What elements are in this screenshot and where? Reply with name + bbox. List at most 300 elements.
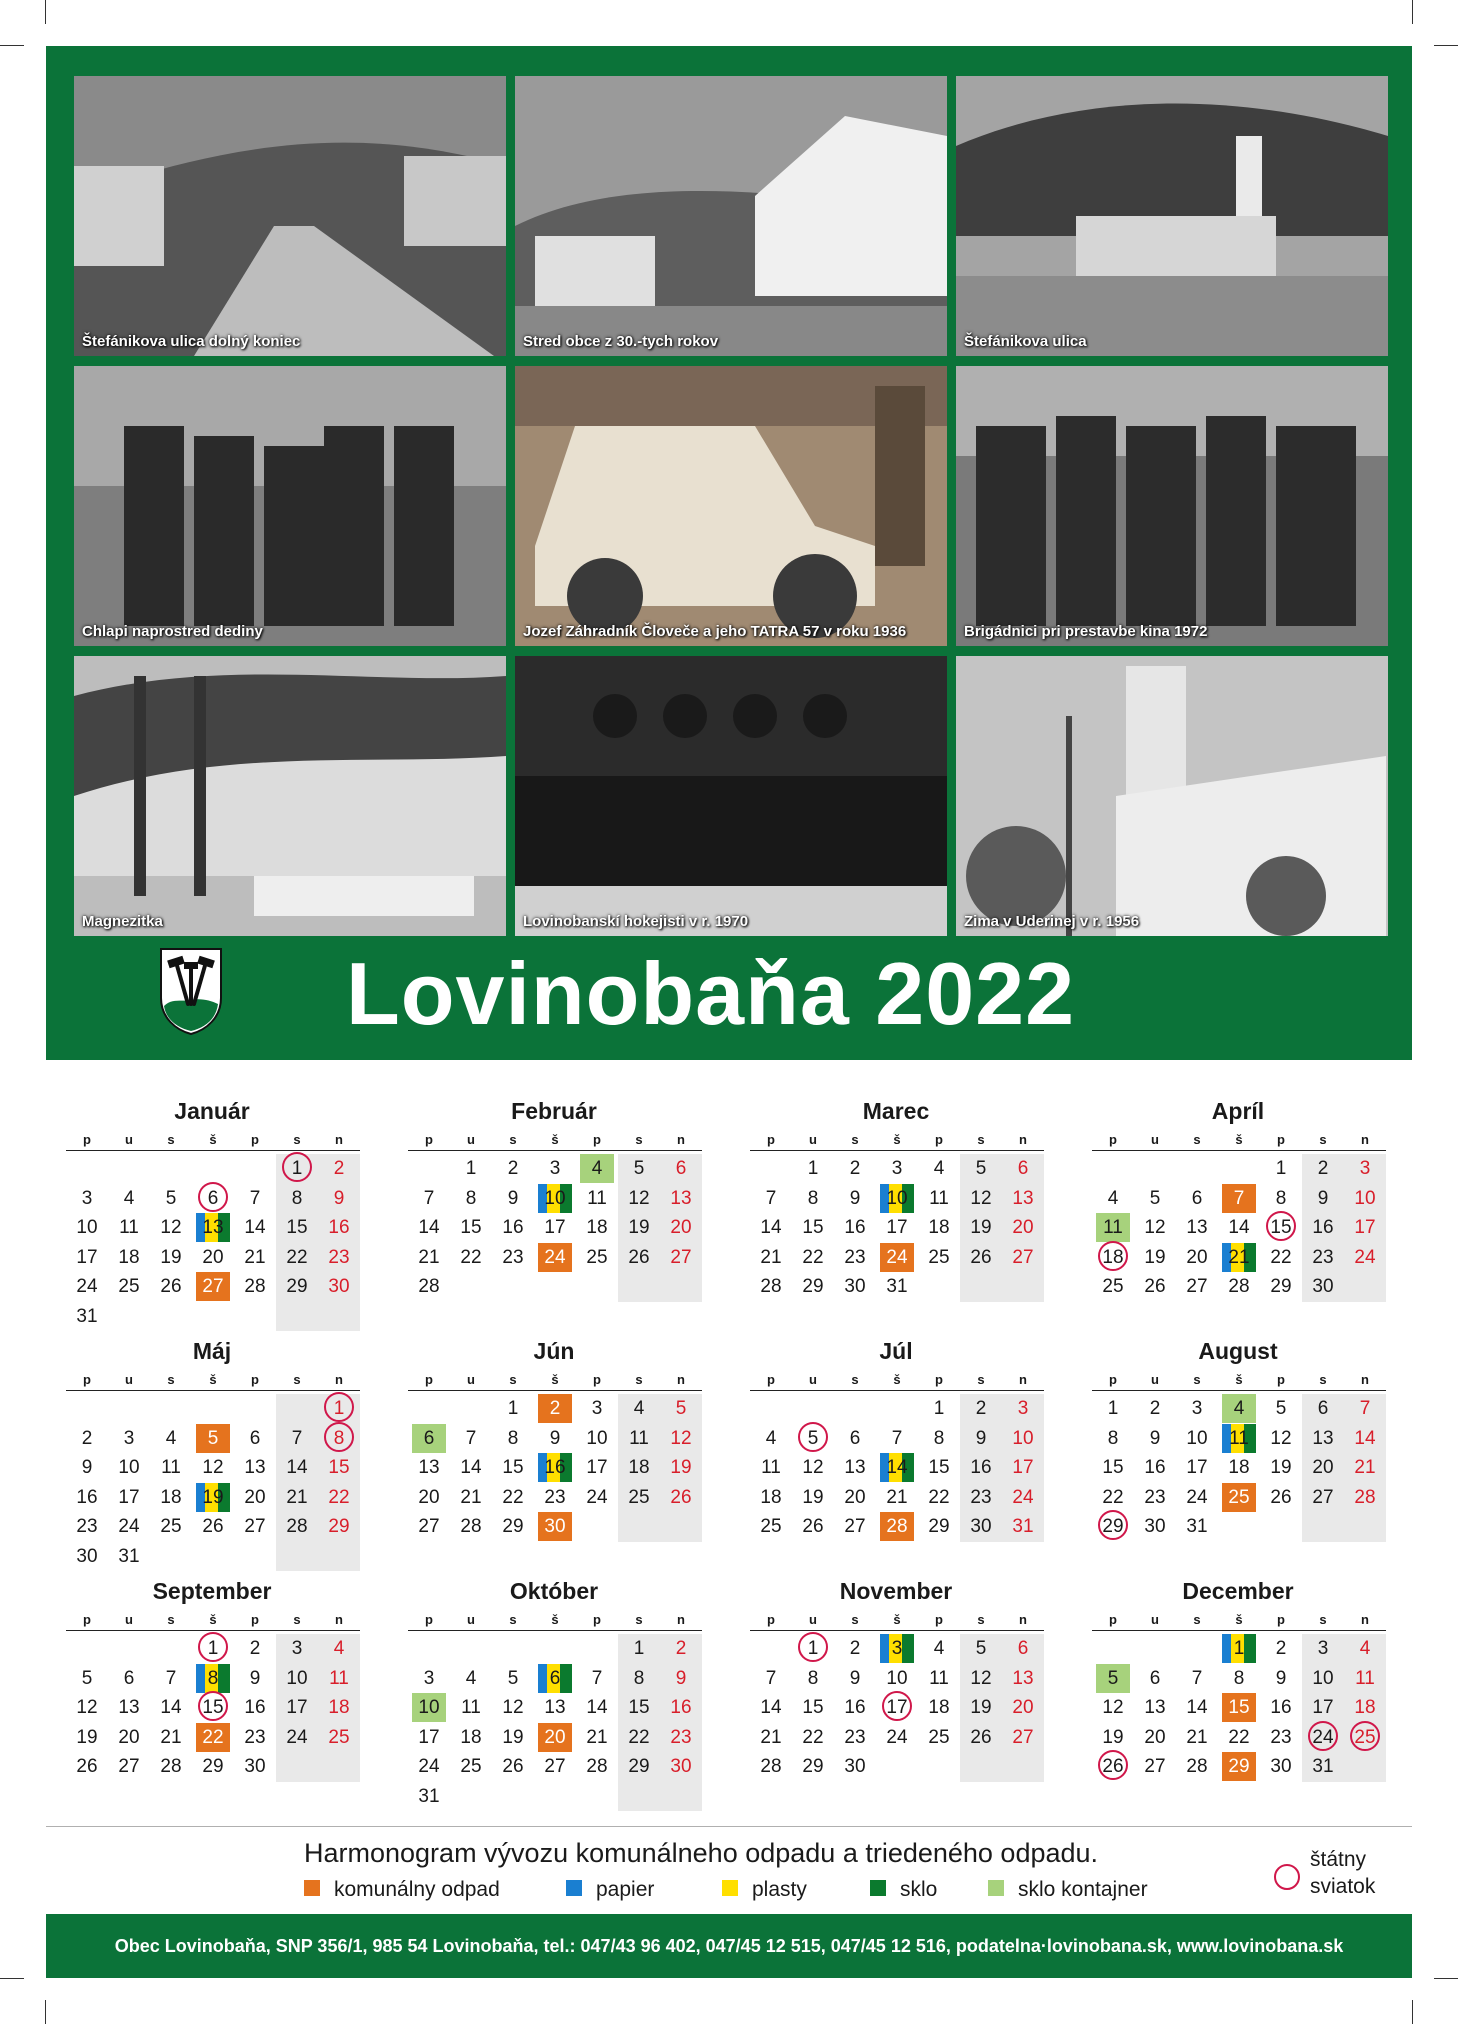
calendar-day: 22 [628, 1726, 650, 1748]
calendar-day: 24 [538, 1243, 572, 1272]
calendar-day: 15 [328, 1457, 350, 1478]
days-grid [750, 1154, 1044, 1334]
calendar-day: 31 [1186, 1516, 1208, 1537]
calendar-day: 26 [670, 1486, 692, 1508]
calendar-day: 26 [1144, 1276, 1166, 1297]
calendar-day: 18 [760, 1486, 782, 1508]
calendar-day: 25 [1222, 1483, 1256, 1512]
photo-grid [74, 76, 1388, 936]
calendar-day: 27 [118, 1756, 140, 1777]
street-photo [74, 76, 506, 356]
photo-caption: Brigádnici pri prestavbe kina 1972 [964, 623, 1208, 640]
calendar-day: 9 [849, 1187, 861, 1209]
weekday-label: p [251, 1612, 259, 1627]
weekday-label: u [1151, 1612, 1159, 1627]
calendar-day: 14 [1186, 1697, 1208, 1718]
calendar-day: 6 [675, 1158, 687, 1179]
calendar-day: 6 [1149, 1667, 1161, 1689]
weekday-header [750, 1132, 1044, 1151]
calendar-day: 13 [670, 1187, 692, 1209]
calendar-day: 22 [502, 1486, 524, 1508]
calendar-day: 17 [1012, 1457, 1034, 1478]
calendar-day: 18 [1354, 1697, 1376, 1718]
month-block [746, 1578, 1088, 1818]
calendar-day: 19 [1102, 1726, 1124, 1748]
footer-contact: Obec Lovinobaňa, SNP 356/1, 985 54 Lovinobaňa, tel.: 047/43 96 402, 047/45 12 515, 047/45 12 516, podatelna·lovinobana.sk, www.lovinobana.sk [46, 1914, 1412, 1978]
month-block [404, 1338, 746, 1578]
month-block [1088, 1098, 1430, 1338]
weekday-label: p [1109, 1132, 1117, 1147]
weekday-header [408, 1612, 702, 1631]
weekday-label: s [167, 1132, 175, 1147]
calendar-day: 23 [1144, 1486, 1166, 1508]
calendar-day: 11 [329, 1667, 349, 1689]
calendar-day: 29 [202, 1756, 224, 1777]
weekday-label: p [935, 1372, 943, 1387]
weekday-label: p [767, 1612, 775, 1627]
weekday-label: s [509, 1372, 517, 1387]
calendar-day: 18 [928, 1217, 950, 1238]
calendar-day: 26 [628, 1246, 650, 1268]
legend-title: Harmonogram vývozu komunálneho odpadu a triedeného odpadu. [304, 1838, 1099, 1868]
calendar-day: 24 [76, 1276, 98, 1297]
calendar-day: 11 [929, 1187, 949, 1209]
calendar-day: 12 [970, 1187, 992, 1209]
calendar-day: 26 [970, 1246, 992, 1268]
weekday-label: u [125, 1612, 133, 1627]
photo-caption: Jozef Záhradník Človeče a jeho TATRA 57 v roku 1936 [523, 623, 907, 640]
calendar-day: 18 [460, 1726, 482, 1748]
calendar-day: 9 [81, 1457, 93, 1478]
calendar-day: 2 [975, 1398, 987, 1419]
calendar-day: 7 [291, 1427, 303, 1449]
calendar-day: 3 [123, 1427, 135, 1449]
calendar-day: 18 [1092, 1243, 1134, 1272]
calendar-day: 3 [1017, 1398, 1029, 1419]
calendar-day: 24 [586, 1486, 608, 1508]
weekday-label: s [977, 1132, 985, 1147]
calendar-day: 18 [586, 1217, 608, 1238]
calendar-day: 31 [1312, 1756, 1334, 1777]
light-green-swatch-icon [988, 1880, 1004, 1896]
calendar-day: 14 [244, 1217, 266, 1238]
calendar-day: 1 [792, 1634, 834, 1663]
days-grid [750, 1394, 1044, 1574]
calendar-day: 29 [502, 1516, 524, 1537]
orange-swatch-icon [304, 1880, 320, 1896]
weekday-label: p [83, 1372, 91, 1387]
calendar-day: 19 [1270, 1457, 1292, 1478]
calendar-day: 23 [244, 1726, 266, 1748]
calendar-day: 19 [1144, 1246, 1166, 1268]
calendar-day: 25 [628, 1486, 650, 1508]
car-photo-icon [515, 366, 947, 646]
month-block [1088, 1338, 1430, 1578]
calendar-day: 20 [1144, 1726, 1166, 1748]
calendar-day: 30 [970, 1516, 992, 1537]
calendar-day: 2 [1275, 1638, 1287, 1659]
weekday-label: s [1193, 1132, 1201, 1147]
calendar-day: 16 [1312, 1217, 1334, 1238]
calendar-day: 1 [1275, 1158, 1287, 1179]
crop-mark [1434, 45, 1458, 46]
calendar-day: 22 [1228, 1726, 1250, 1748]
calendar-day: 27 [670, 1246, 692, 1268]
weekday-label: p [767, 1132, 775, 1147]
weekday-label: s [293, 1132, 301, 1147]
weekday-label: u [809, 1612, 817, 1627]
calendar-day: 28 [1186, 1756, 1208, 1777]
calendar-day: 28 [460, 1516, 482, 1537]
calendar-day: 8 [933, 1427, 945, 1449]
calendar-day: 28 [1228, 1276, 1250, 1297]
weekday-label: n [335, 1132, 343, 1147]
weekday-label: p [593, 1612, 601, 1627]
calendar-day: 25 [328, 1726, 350, 1748]
calendar-day: 25 [460, 1756, 482, 1777]
holiday-ring-icon [1274, 1864, 1300, 1890]
calendar-day: 23 [76, 1516, 98, 1537]
calendar-day: 4 [333, 1638, 345, 1659]
photo-caption: Chlapi naprostred dediny [82, 623, 263, 640]
calendar-day: 9 [975, 1427, 987, 1449]
month-block [746, 1338, 1088, 1578]
calendar-day: 24 [418, 1756, 440, 1777]
weekday-label: p [425, 1132, 433, 1147]
calendar-day: 3 [591, 1398, 603, 1419]
legend-label: sklo kontajner [1018, 1878, 1148, 1901]
calendar-day: 20 [418, 1486, 440, 1508]
month-name: Január [174, 1098, 250, 1124]
weekday-label: p [425, 1372, 433, 1387]
calendar-day: 9 [507, 1187, 519, 1209]
village-center-photo [515, 76, 947, 356]
calendar-day: 12 [628, 1187, 650, 1209]
calendar-day: 9 [333, 1187, 345, 1209]
calendar-day: 15 [192, 1693, 234, 1722]
calendar-day: 23 [544, 1486, 566, 1508]
weekday-label: u [1151, 1132, 1159, 1147]
calendar-day: 30 [538, 1512, 572, 1541]
calendar-day: 18 [118, 1246, 140, 1268]
calendar-day: 30 [76, 1545, 98, 1567]
weekday-header [66, 1372, 360, 1391]
calendar-day: 29 [928, 1516, 950, 1537]
holiday-ring-icon [324, 1422, 354, 1452]
calendar-day: 18 [628, 1457, 650, 1478]
month-name: November [839, 1578, 953, 1604]
calendar-day: 13 [118, 1697, 140, 1718]
calendar-day: 15 [628, 1697, 650, 1718]
calendar-day: 8 [1107, 1427, 1119, 1449]
calendar-day: 21 [418, 1246, 440, 1268]
days-grid [408, 1154, 702, 1334]
calendar-day: 6 [123, 1667, 135, 1689]
calendar-day: 1 [633, 1638, 645, 1659]
calendar-day: 10 [886, 1667, 908, 1689]
calendar-day: 10 [1012, 1427, 1034, 1449]
page-title: Lovinobaňa 2022 [346, 944, 1076, 1043]
calendar-day: 4 [165, 1427, 177, 1449]
calendar-day: 3 [1317, 1638, 1329, 1659]
month-block [404, 1098, 746, 1338]
calendar-day: 30 [1312, 1276, 1334, 1297]
calendar-day: 21 [586, 1726, 608, 1748]
weekday-label: s [167, 1372, 175, 1387]
months-grid [62, 1098, 1430, 1818]
calendar-day: 31 [418, 1785, 440, 1807]
calendar-day: 11 [461, 1697, 481, 1718]
calendar-day: 11 [587, 1187, 607, 1209]
calendar-day: 10 [586, 1427, 608, 1449]
weekday-label: p [425, 1612, 433, 1627]
calendar-day: 14 [760, 1217, 782, 1238]
calendar-day: 4 [633, 1398, 645, 1419]
calendar-day: 5 [1275, 1398, 1287, 1419]
calendar-day: 28 [244, 1276, 266, 1297]
weekday-label: š [1235, 1612, 1243, 1627]
photo-caption: Štefánikova ulica dolný koniec [82, 333, 301, 350]
month-name: August [1198, 1338, 1278, 1364]
weekday-label: n [677, 1372, 685, 1387]
calendar-day: 6 [849, 1427, 861, 1449]
calendar-day: 6 [1017, 1158, 1029, 1179]
calendar-sheet [46, 46, 1412, 1978]
weekday-label: u [125, 1132, 133, 1147]
calendar-day: 28 [286, 1516, 308, 1537]
calendar-day: 21 [460, 1486, 482, 1508]
calendar-day: 5 [507, 1667, 519, 1689]
calendar-day: 27 [1144, 1756, 1166, 1777]
weekday-label: š [1235, 1372, 1243, 1387]
calendar-day: 19 [970, 1697, 992, 1718]
weekday-label: s [1193, 1372, 1201, 1387]
calendar-day: 13 [1186, 1217, 1208, 1238]
calendar-day: 28 [760, 1756, 782, 1777]
calendar-day: 20 [1312, 1457, 1334, 1478]
calendar-day: 5 [81, 1667, 93, 1689]
calendar-day: 9 [1317, 1187, 1329, 1209]
coat-of-arms-icon [158, 946, 224, 1036]
calendar-day: 14 [286, 1457, 308, 1478]
calendar-day: 30 [1144, 1516, 1166, 1537]
calendar-day: 20 [1012, 1217, 1034, 1238]
calendar-day: 5 [196, 1424, 230, 1453]
calendar-day: 20 [1186, 1246, 1208, 1268]
weekday-label: u [809, 1132, 817, 1147]
calendar-day: 27 [844, 1516, 866, 1537]
calendar-day: 27 [196, 1272, 230, 1301]
calendar-day: 7 [165, 1667, 177, 1689]
legend-label: plasty [752, 1878, 807, 1901]
weekday-header [66, 1132, 360, 1151]
calendar-day: 26 [1270, 1486, 1292, 1508]
calendar-day: 12 [160, 1217, 182, 1238]
calendar-day: 7 [591, 1667, 603, 1689]
calendar-day: 6 [534, 1664, 576, 1693]
legend-item-sklo [870, 1878, 937, 1902]
calendar-day: 19 [802, 1486, 824, 1508]
calendar-day: 14 [418, 1217, 440, 1238]
calendar-day: 15 [460, 1217, 482, 1238]
days-grid [66, 1634, 360, 1814]
calendar-day: 28 [418, 1276, 440, 1297]
weekday-label: p [593, 1372, 601, 1387]
calendar-day: 21 [1354, 1457, 1376, 1478]
weekday-label: p [767, 1372, 775, 1387]
calendar-day: 25 [1344, 1723, 1386, 1752]
calendar-day: 6 [1317, 1398, 1329, 1419]
calendar-day: 4 [465, 1667, 477, 1689]
calendar-day: 31 [1012, 1516, 1034, 1537]
calendar-day: 11 [761, 1457, 781, 1478]
calendar-day: 23 [1270, 1726, 1292, 1748]
calendar-day: 21 [286, 1486, 308, 1508]
calendar-day: 27 [1012, 1726, 1034, 1748]
calendar-day: 11 [1218, 1424, 1260, 1453]
weekday-label: p [593, 1132, 601, 1147]
calendar-day: 20 [538, 1723, 572, 1752]
calendar-day: 1 [192, 1634, 234, 1663]
weekday-label: š [893, 1372, 901, 1387]
weekday-label: š [893, 1132, 901, 1147]
calendar-day: 6 [249, 1427, 261, 1449]
calendar-day: 30 [844, 1756, 866, 1777]
calendar-day: 17 [586, 1457, 608, 1478]
calendar-day: 5 [792, 1424, 834, 1453]
weekday-label: s [635, 1372, 643, 1387]
calendar-day: 29 [1222, 1752, 1256, 1781]
calendar-day: 26 [970, 1726, 992, 1748]
calendar-day: 24 [1302, 1723, 1344, 1752]
calendar-day: 10 [118, 1457, 140, 1478]
weekday-header [1092, 1372, 1386, 1391]
calendar-day: 19 [192, 1483, 234, 1512]
weekday-label: s [851, 1612, 859, 1627]
calendar-day: 28 [1354, 1486, 1376, 1508]
calendar-day: 2 [675, 1638, 687, 1659]
holiday-ring-icon [1266, 1211, 1296, 1241]
calendar-day: 7 [465, 1427, 477, 1449]
calendar-day: 16 [328, 1217, 350, 1238]
calendar-day: 9 [1275, 1667, 1287, 1689]
calendar-day: 10 [534, 1184, 576, 1213]
holiday-ring-icon [324, 1392, 354, 1422]
calendar-day: 12 [1270, 1427, 1292, 1449]
calendar-day: 15 [1260, 1213, 1302, 1242]
calendar-day: 30 [244, 1756, 266, 1777]
calendar-day: 6 [192, 1184, 234, 1213]
calendar-day: 27 [1012, 1246, 1034, 1268]
calendar-day: 18 [1228, 1457, 1250, 1478]
calendar-day: 25 [586, 1246, 608, 1268]
calendar-day: 11 [119, 1217, 139, 1238]
calendar-day: 2 [1317, 1158, 1329, 1179]
calendar-day: 13 [192, 1213, 234, 1242]
holiday-ring-icon [282, 1152, 312, 1182]
weekday-label: s [509, 1612, 517, 1627]
calendar-day: 4 [1359, 1638, 1371, 1659]
weekday-label: p [251, 1132, 259, 1147]
holiday-ring-icon [198, 1182, 228, 1212]
calendar-day: 8 [807, 1667, 819, 1689]
calendar-day: 24 [286, 1726, 308, 1748]
calendar-day: 3 [876, 1634, 918, 1663]
days-grid [408, 1634, 702, 1814]
weekday-label: s [851, 1372, 859, 1387]
calendar-day: 9 [849, 1667, 861, 1689]
calendar-day: 25 [928, 1726, 950, 1748]
calendar-day: 22 [1270, 1246, 1292, 1268]
calendar-day: 9 [1149, 1427, 1161, 1449]
calendar-day: 21 [1186, 1726, 1208, 1748]
weekday-label: u [467, 1132, 475, 1147]
calendar-day: 19 [502, 1726, 524, 1748]
calendar-day: 21 [760, 1726, 782, 1748]
calendar-day: 9 [675, 1667, 687, 1689]
weekday-label: š [551, 1612, 559, 1627]
hockey-team-photo [515, 656, 947, 936]
calendar-day: 1 [933, 1398, 945, 1419]
calendar-day: 6 [412, 1424, 446, 1453]
calendar-day: 21 [160, 1726, 182, 1748]
calendar-day: 27 [1312, 1486, 1334, 1508]
street-photo-icon [74, 76, 506, 356]
month-name: September [152, 1578, 272, 1604]
calendar-day: 31 [118, 1545, 140, 1567]
calendar-day: 19 [160, 1246, 182, 1268]
legend-item-sklo-kontajner [988, 1878, 1148, 1902]
calendar-day: 25 [928, 1246, 950, 1268]
calendar-day: 9 [249, 1667, 261, 1689]
calendar-day: 18 [160, 1486, 182, 1508]
month-block [746, 1098, 1088, 1338]
calendar-day: 14 [586, 1697, 608, 1718]
weekday-label: š [1235, 1132, 1243, 1147]
month-block [62, 1098, 404, 1338]
calendar-day: 28 [880, 1512, 914, 1541]
calendar-day: 29 [286, 1276, 308, 1297]
blue-swatch-icon [566, 1880, 582, 1896]
calendar-day: 20 [1012, 1697, 1034, 1718]
calendar-day: 17 [544, 1217, 566, 1238]
calendar-day: 23 [502, 1246, 524, 1268]
calendar-day: 16 [1144, 1457, 1166, 1478]
calendar-day: 13 [1012, 1187, 1034, 1209]
calendar-day: 12 [802, 1457, 824, 1478]
month-name: Jún [533, 1338, 575, 1364]
calendar-day: 8 [465, 1187, 477, 1209]
legend-label: komunálny odpad [334, 1878, 500, 1901]
calendar-day: 15 [928, 1457, 950, 1478]
calendar-day: 22 [1102, 1486, 1124, 1508]
weekday-header [750, 1372, 1044, 1391]
workers-photo [956, 366, 1388, 646]
calendar-day: 8 [633, 1667, 645, 1689]
calendar-day: 10 [1186, 1427, 1208, 1449]
weekday-label: s [977, 1372, 985, 1387]
days-grid [750, 1634, 1044, 1814]
weekday-label: p [935, 1132, 943, 1147]
divider [46, 1826, 1412, 1827]
calendar-day: 24 [1186, 1486, 1208, 1508]
calendar-day: 17 [876, 1693, 918, 1722]
calendar-day: 16 [502, 1217, 524, 1238]
calendar-day: 25 [160, 1516, 182, 1537]
calendar-day: 14 [1354, 1427, 1376, 1449]
calendar-day: 15 [802, 1217, 824, 1238]
men-photo-icon [74, 366, 506, 646]
